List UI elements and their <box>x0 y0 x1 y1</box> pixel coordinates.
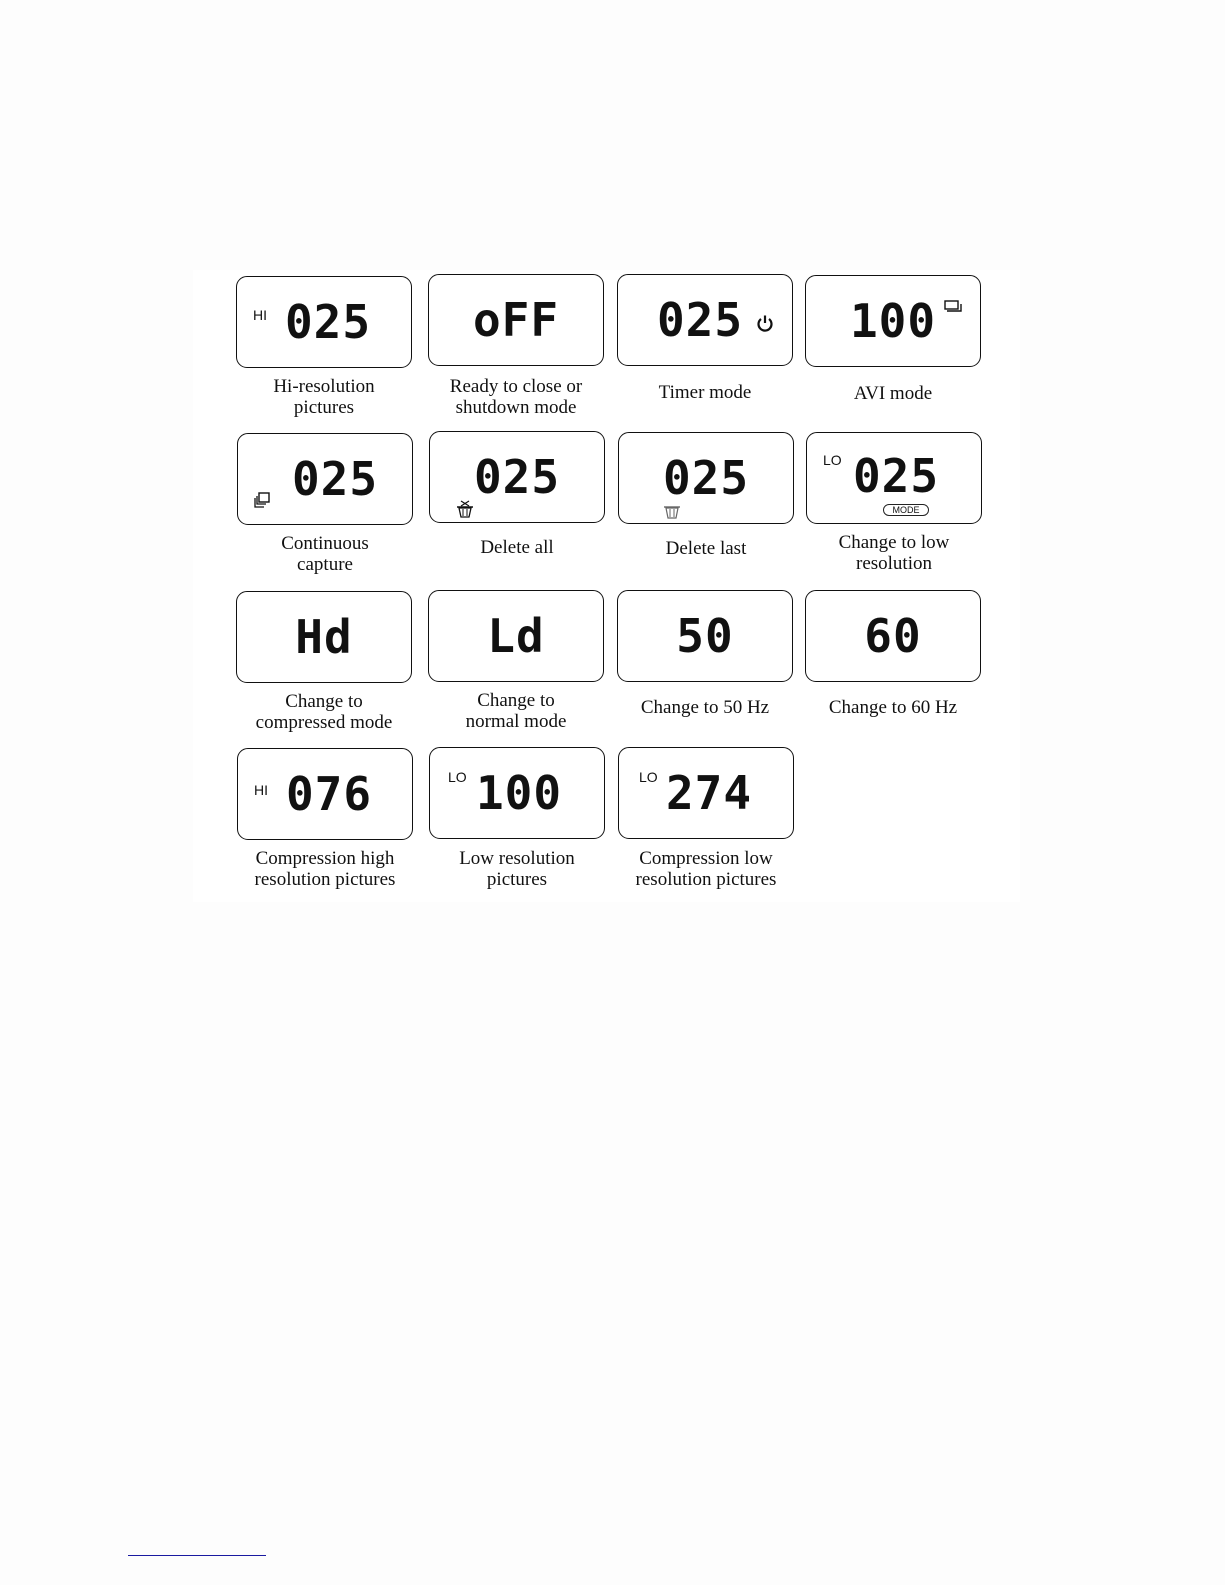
lcd-caption <box>802 532 986 574</box>
caption-line: Ready to close or <box>449 376 583 397</box>
lcd-display <box>428 590 604 682</box>
lcd-digits: 100 <box>849 294 937 348</box>
lcd-digits: 025 <box>656 293 744 347</box>
lcd-caption <box>424 376 608 418</box>
delete-all-icon <box>456 500 474 518</box>
lcd-display <box>618 432 794 524</box>
lcd-caption <box>232 376 416 418</box>
caption-line: resolution <box>856 553 932 574</box>
hi-tag: HI <box>253 307 267 323</box>
lcd-digits: 025 <box>662 451 750 505</box>
timer-icon <box>756 314 774 332</box>
caption-line: Delete last <box>665 538 747 559</box>
caption-line: pictures <box>486 869 548 890</box>
caption-line: Low resolution <box>459 848 575 869</box>
lcd-display <box>805 275 981 367</box>
caption-line: Continuous <box>281 533 369 554</box>
delete-last-icon <box>663 503 681 519</box>
lcd-caption <box>425 537 609 558</box>
lcd-display <box>429 431 605 523</box>
lcd-caption <box>232 691 416 733</box>
caption-line: Change to 60 Hz <box>828 697 958 718</box>
lo-tag: LO <box>639 769 658 785</box>
caption-line: AVI mode <box>853 383 933 404</box>
caption-line: Change to low <box>838 532 950 553</box>
lcd-display <box>805 590 981 682</box>
caption-line: Change to 50 Hz <box>640 697 770 718</box>
lcd-digits: 025 <box>473 450 561 504</box>
lcd-display <box>806 432 982 524</box>
footnote-separator <box>128 1555 266 1556</box>
avi-icon <box>944 300 964 314</box>
caption-line: Hi-resolution <box>273 376 375 397</box>
lcd-digits: 100 <box>475 766 563 820</box>
caption-line: capture <box>297 554 353 575</box>
lcd-digits: 025 <box>284 295 372 349</box>
lcd-digits: 274 <box>665 766 753 820</box>
lcd-display <box>429 747 605 839</box>
lcd-display <box>428 274 604 366</box>
lcd-digits: 60 <box>864 609 922 663</box>
lcd-caption <box>801 383 985 404</box>
caption-line: Timer mode <box>658 382 752 403</box>
lcd-display <box>618 747 794 839</box>
lcd-caption <box>613 382 797 403</box>
caption-line: shutdown mode <box>455 397 577 418</box>
lcd-display <box>237 433 413 525</box>
caption-line: compressed mode <box>255 712 393 733</box>
caption-line: Compression low <box>639 848 773 869</box>
lcd-caption <box>425 848 609 890</box>
caption-line: Change to <box>285 691 363 712</box>
lcd-caption <box>233 533 417 575</box>
lcd-display <box>236 276 412 368</box>
lo-tag: LO <box>823 452 842 468</box>
caption-line: resolution pictures <box>635 869 777 890</box>
lcd-digits: 025 <box>291 452 379 506</box>
lcd-display <box>617 590 793 682</box>
lcd-caption <box>424 690 608 732</box>
hi-tag: HI <box>254 782 268 798</box>
lcd-digits: 50 <box>676 609 734 663</box>
lcd-caption <box>233 848 417 890</box>
caption-line: Compression high <box>255 848 395 869</box>
lcd-display <box>617 274 793 366</box>
lcd-digits: 076 <box>285 767 373 821</box>
caption-line: Delete all <box>480 537 554 558</box>
lcd-digits: Ld <box>487 609 545 663</box>
caption-line: normal mode <box>465 711 567 732</box>
lcd-caption <box>801 697 985 718</box>
lcd-display <box>237 748 413 840</box>
lcd-caption <box>613 697 797 718</box>
lcd-digits: Hd <box>295 610 353 664</box>
lcd-caption <box>614 848 798 890</box>
caption-line: resolution pictures <box>254 869 396 890</box>
lcd-digits: oFF <box>472 293 560 347</box>
lo-tag: LO <box>448 769 467 785</box>
mode-badge: MODE <box>883 504 929 516</box>
lcd-digits: 025 <box>852 449 940 503</box>
lcd-status-figure <box>193 270 1020 902</box>
lcd-caption <box>614 538 798 559</box>
caption-line: pictures <box>293 397 355 418</box>
lcd-display <box>236 591 412 683</box>
caption-line: Change to <box>477 690 555 711</box>
